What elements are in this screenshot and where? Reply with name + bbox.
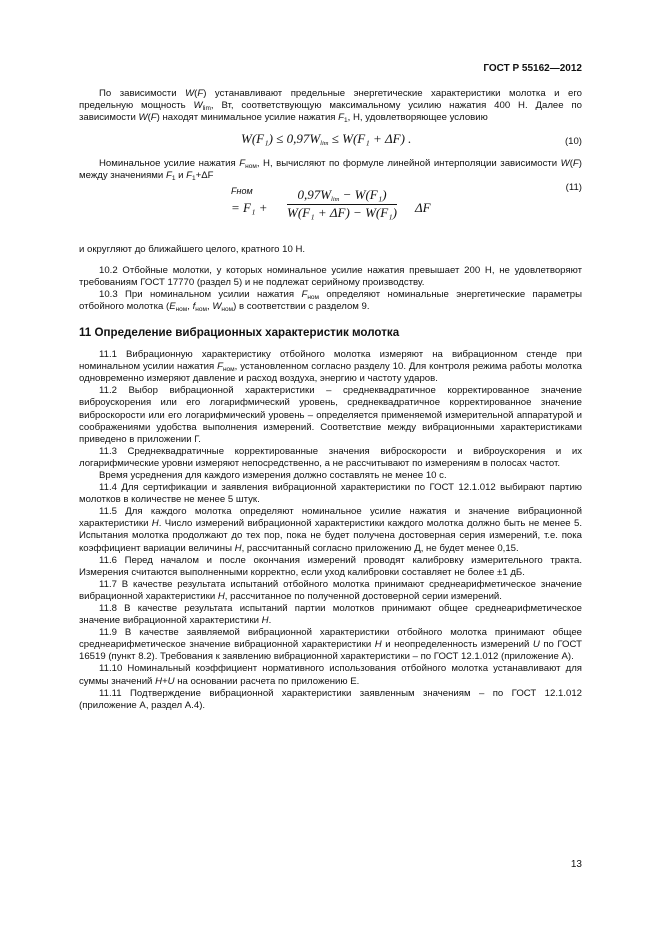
paragraph-11-6: 11.6 Перед началом и после окончания измерений проводят калибровку измерительного тракта. Измерения считаются выполненными корректно, если уход калибровки составляет не более ±1 дБ. [79,554,582,578]
paragraph-11-3-averaging: Время усреднения для каждого измерения должно составлять не менее 10 с. [99,469,447,481]
paragraph-intro: По зависимости W(F) устанавливают предельные энергетические характеристики молотка и его предельную мощность $W_{lim}$, Вт, соответствующую максимальному усилию нажатия 400 Н. Далее по зависимости W(F) находят минимальное усилие нажатия $F_1$, Н, удовлетворяющее условию [79,88,583,125]
paragraph-11-3: 11.3 Среднеквадратичные корректированные значения виброскорости и виброускорения и их логарифмические уровни измеряют непосредственно, а не рассчитывают по измерениям в полосах частот. [79,445,582,469]
formula-11: Fном = F₁ + $\frac{0,97W_{lim} - W(F_1)}{\text{W(F₁ + ΔF) − W(F₁)}}$ ΔF (11) [231,182,582,220]
paragraph-11-1: 11.1 Вибрационную характеристику отбойного молотка измеряют на вибрационном стенде при номинальном усилии нажатия $F_{ном}$, установленном согласно разделу 10. Для контроля режима работы молотка одновременно измеряют давление и расход воздуха, энергию и частоту ударов. [79,349,582,385]
paragraph-11-2: 11.2 Выбор вибрационной характеристики – среднеквадратичное корректированное значение виброускорения или его логарифмический уровень, среднеквадратичное корректированное значение виброскорости или его логарифмический уровень – определяется применяемой измерительной аппаратурой и соображениями удобства выполнения измерений. Соответствие между вибрационными характеристиками приведено в приложении Г. [79,385,582,445]
paragraph-11-9: 11.9 В качестве заявляемой вибрационной характеристики отбойного молотка принимают общее среднеарифметическое значение вибрационной характеристики H и неопределенность измерений U по ГОСТ 16519 (пункт 8.2). Требования к заявлению вибрационной характеристики – по ГОСТ 12.1.012 (приложение А). [79,627,582,663]
formula-10: $W(F_1) \le 0,97W_{lim} \le W(F_1 + \Delta F)$ . (10) [241,131,582,148]
equation-number-11: (11) [565,182,582,194]
formula-11-lhs-label: Fном [231,186,253,197]
paragraph-10-2: 10.2 Отбойные молотки, у которых номинальное усилие нажатия превышает 200 Н, не удовлетворяют требованиям ГОСТ 17770 (раздел 5) и не подлежат серийному производству. [79,264,582,288]
paragraph-10-3: 10.3 При номинальном усилии нажатия $F_{ном}$ определяют номинальные энергетические параметры отбойного молотка ($E_{ном}$, $f_{ном}$, $W_{ном}$) в соответствии с разделом 9. [79,288,582,313]
equation-number-10: (10) [564,136,582,148]
paragraph-11-11: 11.11 Подтверждение вибрационной характеристики заявленным значениям – по ГОСТ 12.1.012 (приложение А, раздел А.4). [79,687,582,711]
paragraph-rounding: и округляют до ближайшего целого, кратного 10 Н. [79,244,306,256]
section-11-title: 11 Определение вибрационных характеристик молотка [79,325,400,339]
paragraph-11-8: 11.8 В качестве результата испытаний партии молотков принимают общее среднеарифметическое значение вибрационной характеристики H. [79,603,582,627]
page-content [79,88,582,712]
paragraph-nominal-force: Номинальное усилие нажатия $F_{ном}$, Н, вычисляют по формуле линейной интерполяции зависимости W(F) между значениями $F_1$ и $F_1+\Delta F$ [79,158,582,183]
paragraph-11-5: 11.5 Для каждого молотка определяют номинальное усилие нажатия и значение вибрационной характеристики H. Число измерений вибрационной характеристики каждого молотка должно быть не менее 5. Испытания молотка продолжают до тех пор, пока не будет получена достоверная серия измерений, т.е. пока коэффициент вариации величины H, рассчитанный согласно приложению Д, не будет менее 0,15. [79,506,583,554]
paragraph-11-10: 11.10 Номинальный коэффициент нормативного использования отбойного молотка устанавливают для суммы значений H+U на основании расчета по приложению Е. [79,663,582,687]
document-code: ГОСТ Р 55162—2012 [483,63,582,74]
page-number: 13 [570,859,582,870]
paragraph-11-7: 11.7 В качестве результата испытаний отбойного молотка принимают среднеарифметическое значение вибрационной характеристики H, рассчитанное по полученной достоверной серии измерений. [79,578,582,602]
formula-11-fraction: $\frac{0,97W_{lim} - W(F_1)}{\text{W(F₁ + ΔF) − W(F₁)}}$ [287,187,398,220]
paragraph-11-4: 11.4 Для сертификации и заявления вибрационной характеристики по ГОСТ 12.1.012 выбирают партию молотков в количестве не менее 5 штук. [79,482,582,506]
